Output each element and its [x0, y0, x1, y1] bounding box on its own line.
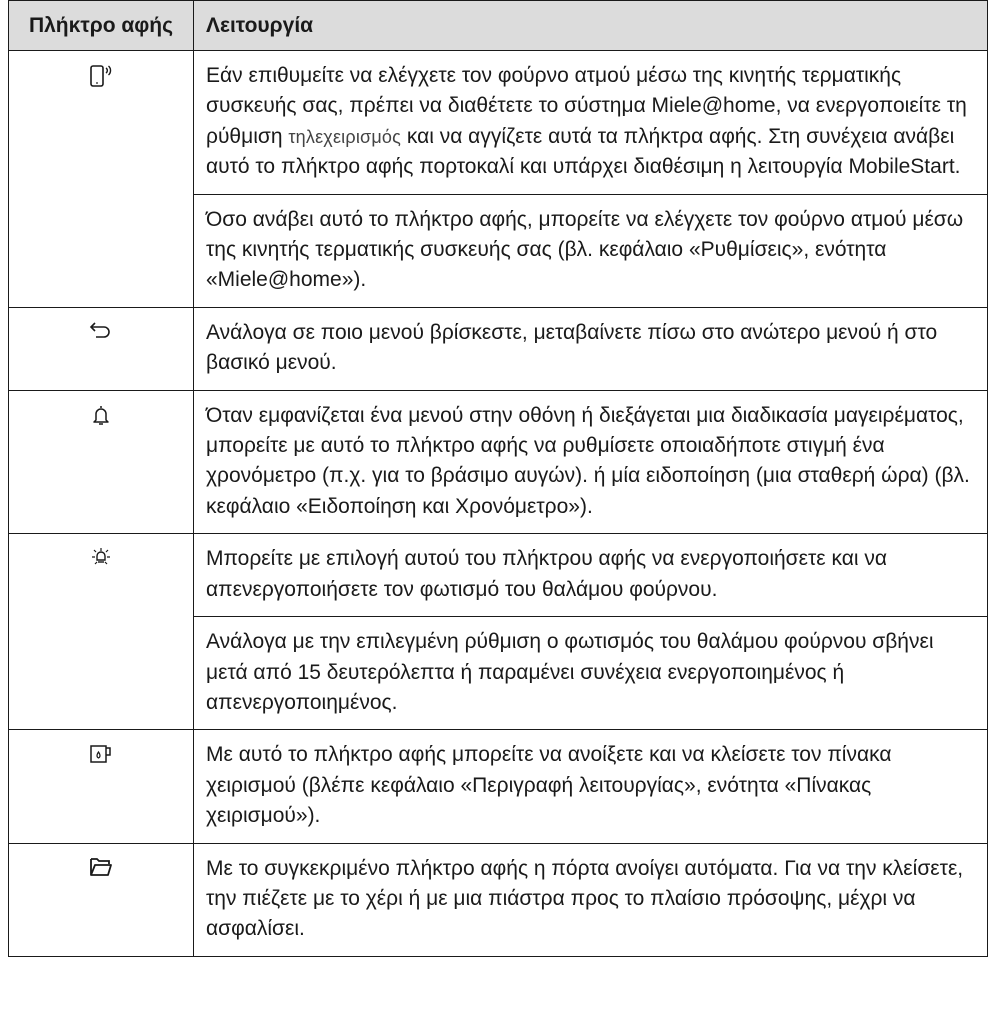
header-touch-key: Πλήκτρο αφής	[9, 1, 194, 51]
function-description: Ανάλογα σε ποιο μενού βρίσκεστε, μεταβαίνετε πίσω στο ανώτερο μενού ή στο βασικό μενού.	[194, 307, 988, 390]
function-description	[194, 51, 988, 195]
key-cell	[9, 307, 194, 390]
key-cell	[9, 730, 194, 843]
description-text: Εάν επιθυμείτε να ελέγχετε τον φούρνο ατμού μέσω της κινητής τερματικής συσκευής σας, πρέπει να διαθέτετε το σύστημα Miele@home, να ενεργοποιείτε τη ρύθμιση	[206, 64, 967, 148]
table-row	[9, 307, 988, 390]
table-row	[9, 51, 988, 195]
table-row	[9, 730, 988, 843]
touch-keys-table	[8, 0, 988, 957]
key-cell	[9, 534, 194, 730]
description-text: και να αγγίζετε αυτά τα πλήκτρα αφής. Στη συνέχεια ανάβει αυτό το πλήκτρο αφής πορτοκαλί και υπάρχει διαθέσιμη η λειτουργία MobileStart.	[206, 124, 961, 179]
table-header-row	[9, 1, 988, 51]
table-row	[9, 843, 988, 956]
key-cell	[9, 390, 194, 534]
table-row	[9, 534, 988, 617]
header-function: Λειτουργία	[194, 1, 988, 51]
function-description: Όσο ανάβει αυτό το πλήκτρο αφής, μπορείτε να ελέγχετε τον φούρνο ατμού μέσω της κινητής τερματικής συσκευής σας (βλ. κεφάλαιο «Ρυθμίσεις», ενότητα «Miele@home»).	[194, 194, 988, 307]
table-row	[9, 390, 988, 534]
function-description: Με το συγκεκριμένο πλήκτρο αφής η πόρτα ανοίγει αυτόματα. Για να την κλείσετε, την πιέζετε με το χέρι ή με μια πιάστρα προς το πλαίσιο πρόσοψης, μέχρι να ασφαλίσει.	[194, 843, 988, 956]
key-cell	[9, 843, 194, 956]
setting-term: τηλεχειρισμός	[288, 126, 401, 147]
control-panel-icon	[88, 753, 114, 770]
mobile-remote-icon	[88, 76, 114, 93]
function-description: Όταν εμφανίζεται ένα μενού στην οθόνη ή διεξάγεται μια διαδικασία μαγειρέματος, μπορείτε με αυτό το πλήκτρο αφής να ρυθμίσετε οποιαδήποτε στιγμή ένα χρονόμετρο (π.χ. για το βράσιμο αυγών). ή μία ειδοποίηση (μια σταθερή ώρα) (βλ. κεφάλαιο «Ειδοποίηση και Χρονόμετρο»).	[194, 390, 988, 534]
light-icon	[88, 559, 114, 576]
bell-icon	[89, 414, 113, 431]
function-description: Ανάλογα με την επιλεγμένη ρύθμιση ο φωτισμός του θαλάμου φούρνου σβήνει μετά από 15 δευτερόλεπτα ή παραμένει συνέχεια ενεργοποιημένος ή απενεργοποιημένος.	[194, 617, 988, 730]
function-description: Με αυτό το πλήκτρο αφής μπορείτε να ανοίξετε και να κλείσετε τον πίνακα χειρισμού (βλέπε κεφάλαιο «Περιγραφή λειτουργίας», ενότητα «Πίνακας χειρισμού»).	[194, 730, 988, 843]
back-arrow-icon	[88, 329, 114, 346]
door-open-icon	[87, 865, 115, 882]
function-description: Μπορείτε με επιλογή αυτού του πλήκτρου αφής να ενεργοποιήσετε και να απενεργοποιήσετε τον φωτισμό του θαλάμου φούρνου.	[194, 534, 988, 617]
key-cell	[9, 51, 194, 308]
